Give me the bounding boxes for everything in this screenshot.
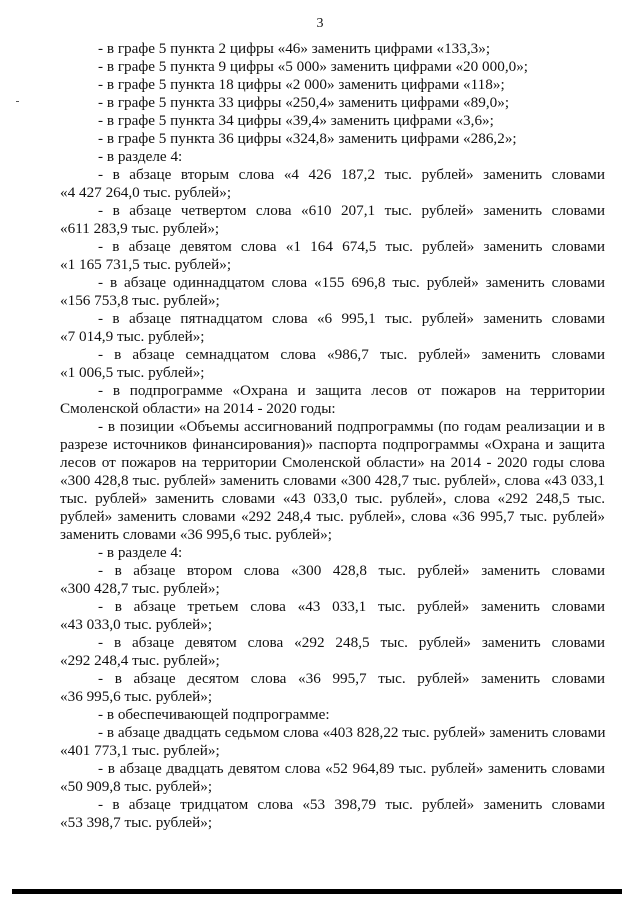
text-line: - в абзаце вторым слова «4 426 187,2 тыс. рублей» заменить словами: [98, 166, 605, 183]
text-line: - в абзаце четвертом слова «610 207,1 тыс. рублей» заменить словами: [98, 202, 605, 219]
text-line: «1 165 731,5 тыс. рублей»;: [60, 256, 232, 273]
text-line: - в абзаце тридцатом слова «53 398,79 тыс. рублей» заменить словами: [98, 796, 605, 813]
text-line: «50 909,8 тыс. рублей»;: [60, 778, 213, 795]
page-number: 3: [316, 16, 324, 31]
bottom-rule: [12, 889, 622, 894]
text-line: - в графе 5 пункта 2 цифры «46» заменить цифрами «133,3»;: [98, 40, 491, 57]
text-line: - в разделе 4:: [98, 148, 183, 165]
text-line: «43 033,0 тыс. рублей»;: [60, 616, 213, 633]
text-line: Смоленской области» на 2014 - 2020 годы:: [60, 400, 336, 417]
text-line: «292 248,4 тыс. рублей»;: [60, 652, 220, 669]
text-line: «611 283,9 тыс. рублей»;: [60, 220, 220, 237]
text-line: - в подпрограмме «Охрана и защита лесов от пожаров на территории: [98, 382, 605, 399]
text-line: «156 753,8 тыс. рублей»;: [60, 292, 220, 309]
text-line: - в абзаце втором слова «300 428,8 тыс. рублей» заменить словами: [98, 562, 605, 579]
text-line: - в разделе 4:: [98, 544, 183, 561]
text-line: - в графе 5 пункта 18 цифры «2 000» заменить цифрами «118»;: [98, 76, 505, 93]
text-line: «1 006,5 тыс. рублей»;: [60, 364, 205, 381]
margin-mark: [16, 101, 19, 102]
text-line: - в графе 5 пункта 9 цифры «5 000» заменить цифрами «20 000,0»;: [98, 58, 529, 75]
text-line: «36 995,6 тыс. рублей»;: [60, 688, 213, 705]
text-line: - в абзаце одиннадцатом слова «155 696,8 тыс. рублей» заменить словами: [98, 274, 605, 291]
document-body: [60, 40, 605, 832]
text-line: - в абзаце девятом слова «292 248,5 тыс. рублей» заменить словами: [98, 634, 605, 651]
amendment-list-2: [60, 544, 605, 832]
text-line: - в абзаце семнадцатом слова «986,7 тыс. рублей» заменить словами: [98, 346, 605, 363]
text-line: - в графе 5 пункта 36 цифры «324,8» заменить цифрами «286,2»;: [98, 130, 517, 147]
text-line: - в абзаце двадцать седьмом слова «403 828,22 тыс. рублей» заменить словами: [98, 724, 606, 741]
text-line: - в графе 5 пункта 33 цифры «250,4» заменить цифрами «89,0»;: [98, 94, 510, 111]
amendment-list-1: [60, 40, 605, 418]
text-line: - в графе 5 пункта 34 цифры «39,4» заменить цифрами «3,6»;: [98, 112, 494, 129]
text-line: «300 428,7 тыс. рублей»;: [60, 580, 220, 597]
position-paragraph: - в позиции «Объемы ассигнований подпрограммы (по годам реализации и в разрезе источников финансирования)» паспорта подпрограммы «Охрана и защита лесов от пожаров на территории Смоленской области» на 2014 - 2020 годы слова «300 428,8 тыс. рублей» заменить словами «300 428,7 тыс. рублей», слова «43 033,1 тыс. рублей» заменить словами «43 033,0 тыс. рублей», слова «292 248,5 тыс. рублей» заменить словами «292 248,4 тыс. рублей», слова «36 995,7 тыс. рублей» заменить словами «36 995,6 тыс. рублей»;: [60, 418, 605, 543]
text-line: - в абзаце двадцать девятом слова «52 964,89 тыс. рублей» заменить словами: [98, 760, 605, 777]
text-line: - в абзаце пятнадцатом слова «6 995,1 тыс. рублей» заменить словами: [98, 310, 605, 327]
text-line: - в абзаце девятом слова «1 164 674,5 тыс. рублей» заменить словами: [98, 238, 605, 255]
text-line: «401 773,1 тыс. рублей»;: [60, 742, 220, 759]
text-line: «7 014,9 тыс. рублей»;: [60, 328, 205, 345]
text-line: - в абзаце третьем слова «43 033,1 тыс. рублей» заменить словами: [98, 598, 605, 615]
text-line: - в обеспечивающей подпрограмме:: [98, 706, 330, 723]
text-line: «53 398,7 тыс. рублей»;: [60, 814, 213, 831]
text-line: «4 427 264,0 тыс. рублей»;: [60, 184, 232, 201]
text-line: - в абзаце десятом слова «36 995,7 тыс. рублей» заменить словами: [98, 670, 605, 687]
